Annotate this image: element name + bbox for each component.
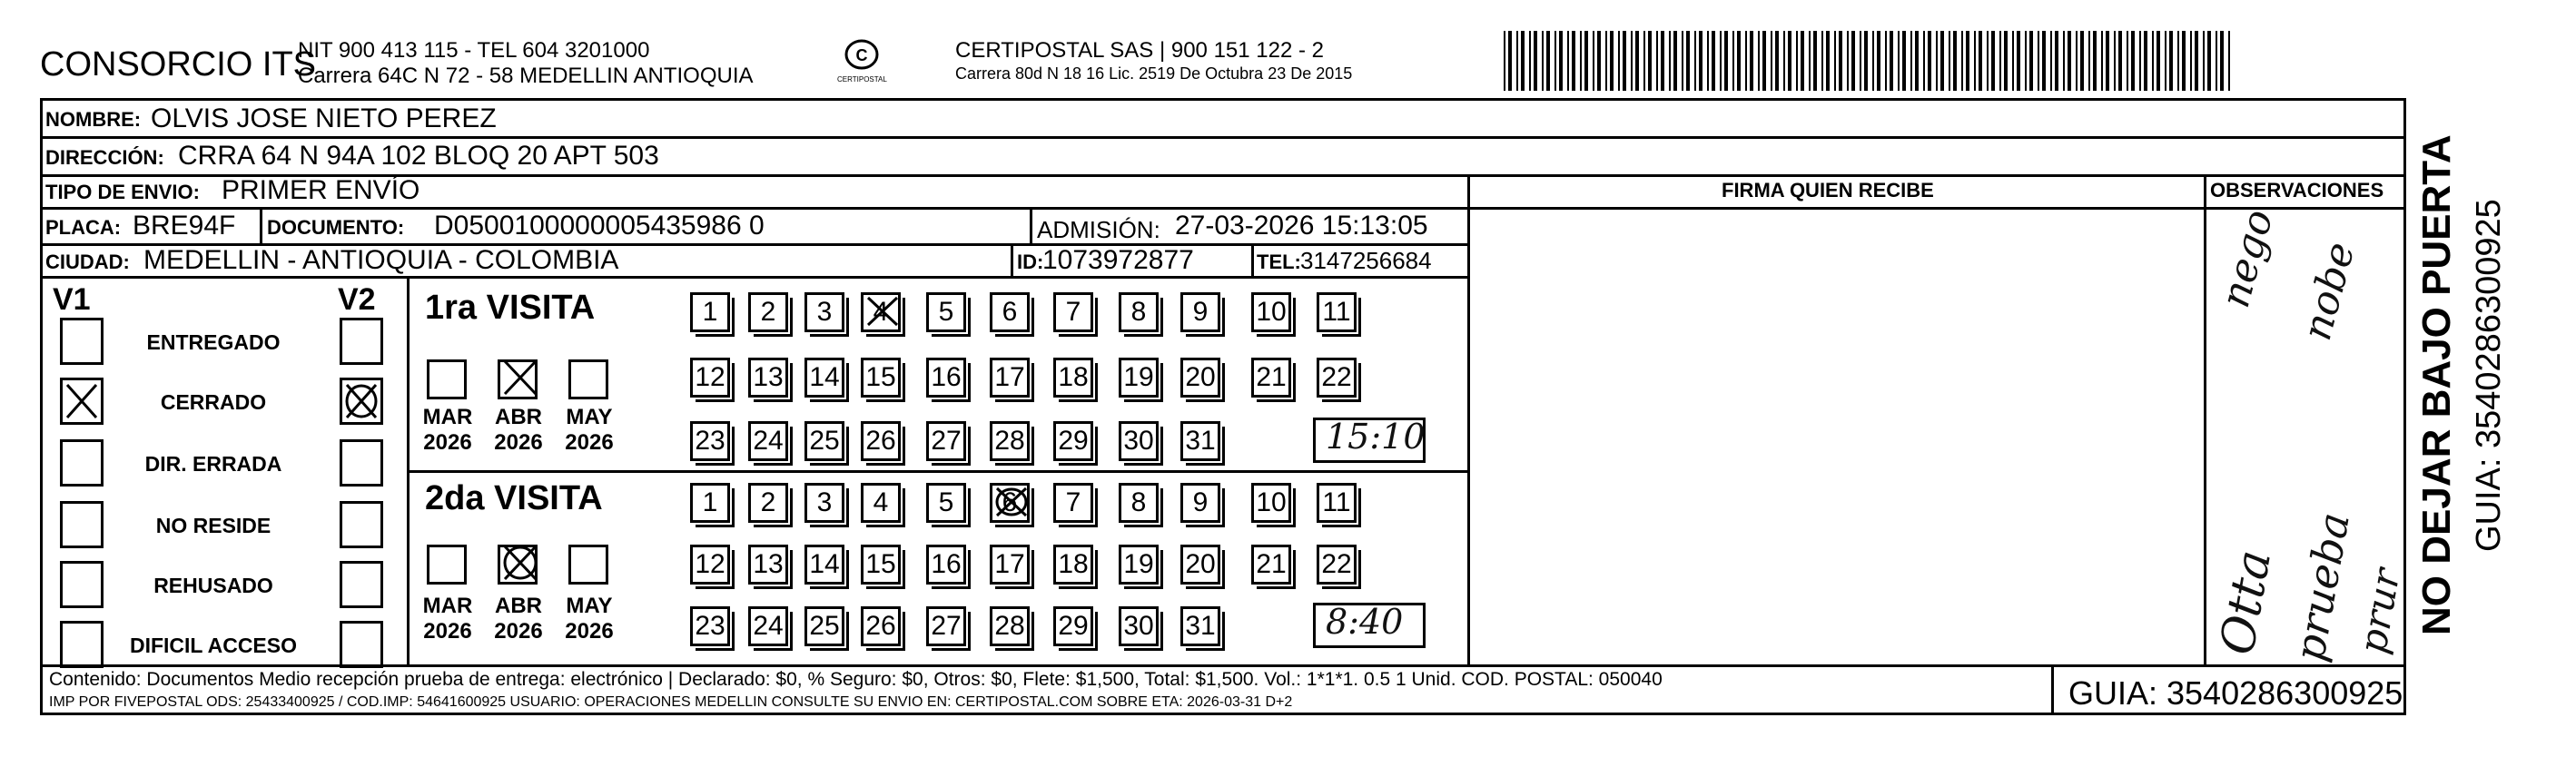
- day-box[interactable]: 1: [690, 292, 730, 332]
- company-name: CONSORCIO ITS: [40, 45, 317, 84]
- admision-value: 27-03-2026 15:13:05: [1175, 211, 1428, 241]
- day-box[interactable]: 7: [1053, 292, 1093, 332]
- placa-label: PLACA:: [45, 216, 122, 239]
- month-label: ABR: [495, 594, 542, 618]
- obs-hand-1: nego: [2212, 204, 2283, 313]
- certipostal-logo: [837, 36, 887, 87]
- v1-label: V1: [53, 282, 91, 317]
- day-box[interactable]: 18: [1053, 545, 1093, 585]
- id-label: ID:: [1017, 251, 1044, 273]
- obs-hand-2: nobe: [2294, 237, 2364, 346]
- tel-value: 3147256684: [1300, 247, 1432, 274]
- day-box[interactable]: 28: [990, 421, 1030, 461]
- placa-value: BRE94F: [133, 211, 236, 241]
- day-box[interactable]: 26: [861, 606, 901, 646]
- year-label: 2026: [494, 619, 543, 644]
- day-box[interactable]: 12: [690, 358, 730, 398]
- day-box[interactable]: 27: [926, 421, 966, 461]
- v2-checkbox[interactable]: [340, 439, 383, 487]
- day-box[interactable]: 6: [990, 483, 1030, 523]
- second-time-value: 8:40: [1326, 602, 1404, 642]
- day-box[interactable]: 24: [748, 606, 788, 646]
- month-label: MAR: [422, 405, 473, 429]
- v2-checkbox[interactable]: [340, 561, 383, 608]
- year-label: 2026: [565, 430, 614, 455]
- day-box[interactable]: 22: [1317, 545, 1357, 585]
- second-day-mark: [993, 485, 1030, 519]
- day-box[interactable]: 17: [990, 545, 1030, 585]
- side-warning: NO DEJAR BAJO PUERTA: [2414, 134, 2459, 635]
- v1-checkbox[interactable]: [60, 561, 104, 608]
- day-box[interactable]: 24: [748, 421, 788, 461]
- day-box[interactable]: 13: [748, 358, 788, 398]
- day-box[interactable]: 18: [1053, 358, 1093, 398]
- day-box[interactable]: 31: [1180, 606, 1220, 646]
- month-checkbox[interactable]: [568, 545, 608, 585]
- day-box[interactable]: 1: [690, 483, 730, 523]
- second-visit-title: 2da VISITA: [425, 479, 603, 517]
- year-label: 2026: [494, 430, 543, 455]
- day-box[interactable]: 21: [1251, 545, 1291, 585]
- year-label: 2026: [423, 619, 472, 644]
- day-box[interactable]: 9: [1180, 292, 1220, 332]
- nombre-value: OLVIS JOSE NIETO PEREZ: [151, 103, 497, 133]
- day-box[interactable]: 20: [1180, 358, 1220, 398]
- day-box[interactable]: 15: [861, 358, 901, 398]
- obs-hand-5: prur: [2350, 565, 2409, 657]
- first-visit-title: 1ra VISITA: [425, 289, 596, 327]
- day-box[interactable]: 27: [926, 606, 966, 646]
- obs-hand-4: prueba: [2285, 508, 2359, 665]
- second-month-mark: [501, 543, 539, 583]
- day-box[interactable]: 23: [690, 421, 730, 461]
- footer-contenido: Contenido: Documentos Medio recepción prueba de entrega: electrónico | Declarado: $0, % Seguro: $0, Otros: $0, Flete: $1,500, Total: $1,500. Vol.: 1*1*1. 0.5 1 Unid. COD. POSTAL: 050040: [49, 669, 1663, 690]
- day-box[interactable]: 4: [861, 292, 901, 332]
- v1-checkbox[interactable]: [60, 318, 104, 365]
- barcode: [1504, 31, 2230, 91]
- year-label: 2026: [565, 619, 614, 644]
- day-box[interactable]: 4: [861, 483, 901, 523]
- svg-text:C: C: [855, 46, 868, 64]
- v2-checkbox[interactable]: [340, 318, 383, 365]
- certipostal-line: CERTIPOSTAL SAS | 900 151 122 - 2: [955, 38, 1324, 63]
- status-label: NO RESIDE: [155, 514, 271, 537]
- day-box[interactable]: 25: [804, 606, 844, 646]
- id-value: 1073972877: [1042, 245, 1194, 275]
- obs-hand-3: Otta: [2210, 546, 2283, 659]
- tipo-envio-value: PRIMER ENVÍO: [222, 175, 420, 205]
- status-label: CERRADO: [160, 390, 267, 414]
- side-guia: GUIA: 3540286300925: [2470, 199, 2508, 552]
- day-box[interactable]: 20: [1180, 545, 1220, 585]
- day-box[interactable]: 13: [748, 545, 788, 585]
- month-label: MAY: [566, 405, 613, 429]
- day-box[interactable]: 29: [1053, 421, 1093, 461]
- day-box[interactable]: 16: [926, 358, 966, 398]
- day-box[interactable]: 22: [1317, 358, 1357, 398]
- day-box[interactable]: 14: [804, 545, 844, 585]
- day-box[interactable]: 23: [690, 606, 730, 646]
- month-label: ABR: [495, 405, 542, 429]
- documento-label: DOCUMENTO:: [267, 216, 405, 239]
- day-box[interactable]: 17: [990, 358, 1030, 398]
- v2-checkbox[interactable]: [340, 501, 383, 548]
- day-box[interactable]: 21: [1251, 358, 1291, 398]
- address-line: Carrera 64C N 72 - 58 MEDELLIN ANTIOQUIA: [298, 64, 754, 88]
- direccion-label: DIRECCIÓN:: [45, 146, 164, 169]
- day-box[interactable]: 5: [926, 292, 966, 332]
- day-box[interactable]: 11: [1317, 483, 1357, 523]
- day-box[interactable]: 5: [926, 483, 966, 523]
- certipostal-address: Carrera 80d N 18 16 Lic. 2519 De Octubra 23 De 2015: [955, 64, 1353, 83]
- day-box[interactable]: 15: [861, 545, 901, 585]
- month-label: MAY: [566, 594, 613, 618]
- month-label: MAR: [422, 594, 473, 618]
- v2-checkbox[interactable]: [340, 621, 383, 668]
- day-box[interactable]: 28: [990, 606, 1030, 646]
- status-label: ENTREGADO: [146, 330, 281, 354]
- footer-imp: IMP POR FIVEPOSTAL ODS: 25433400925 / COD.IMP: 54641600925 USUARIO: OPERACIONES MEDELLIN CONSULTE SU ENVIO EN: CERTIPOSTAL.COM SOBRE ETA: 2026-03-31 D+2: [49, 694, 1293, 710]
- day-box[interactable]: 30: [1119, 421, 1159, 461]
- direccion-value: CRRA 64 N 94A 102 BLOQ 20 APT 503: [178, 141, 659, 171]
- day-box[interactable]: 9: [1180, 483, 1220, 523]
- day-box[interactable]: 12: [690, 545, 730, 585]
- day-box[interactable]: 3: [804, 292, 844, 332]
- v1-checkbox[interactable]: [60, 621, 104, 668]
- day-box[interactable]: 19: [1119, 358, 1159, 398]
- day-box[interactable]: 7: [1053, 483, 1093, 523]
- tipo-envio-label: TIPO DE ENVIO:: [45, 181, 200, 203]
- day-box[interactable]: 26: [861, 421, 901, 461]
- day-box[interactable]: 2: [748, 292, 788, 332]
- day-box[interactable]: 14: [804, 358, 844, 398]
- year-label: 2026: [423, 430, 472, 455]
- first-day-mark: [864, 294, 901, 329]
- v1-check-mark: [64, 381, 100, 421]
- ciudad-value: MEDELLIN - ANTIOQUIA - COLOMBIA: [143, 245, 619, 275]
- day-box[interactable]: 10: [1251, 292, 1291, 332]
- nit-line: NIT 900 413 115 - TEL 604 3201000: [298, 38, 650, 63]
- footer-guia: GUIA: 3540286300925: [2068, 674, 2403, 712]
- day-box[interactable]: 29: [1053, 606, 1093, 646]
- day-box[interactable]: 8: [1119, 483, 1159, 523]
- v1-checkbox[interactable]: [60, 501, 104, 548]
- tel-label: TEL:: [1257, 251, 1301, 273]
- status-label: DIR. ERRADA: [144, 452, 282, 476]
- day-box[interactable]: 10: [1251, 483, 1291, 523]
- day-box[interactable]: 31: [1180, 421, 1220, 461]
- observaciones-label: OBSERVACIONES: [2210, 179, 2384, 202]
- documento-value: D0500100000005435986 0: [434, 211, 765, 241]
- month-checkbox[interactable]: [427, 545, 467, 585]
- status-label: REHUSADO: [153, 574, 273, 597]
- day-box[interactable]: 19: [1119, 545, 1159, 585]
- day-box[interactable]: 2: [748, 483, 788, 523]
- day-box[interactable]: 25: [804, 421, 844, 461]
- day-box[interactable]: 6: [990, 292, 1030, 332]
- status-label: DIFICIL ACCESO: [129, 634, 297, 657]
- first-month-mark: [501, 358, 539, 398]
- month-checkbox[interactable]: [427, 359, 467, 399]
- day-box[interactable]: 11: [1317, 292, 1357, 332]
- firma-label: FIRMA QUIEN RECIBE: [1722, 179, 1934, 202]
- v2-label: V2: [338, 282, 376, 317]
- v1-checkbox[interactable]: [60, 439, 104, 487]
- first-time-value: 15:10: [1326, 417, 1426, 457]
- nombre-label: NOMBRE:: [45, 108, 142, 131]
- logo-text: CERTIPOSTAL: [837, 75, 887, 84]
- ciudad-label: CIUDAD:: [45, 251, 130, 273]
- day-box[interactable]: 3: [804, 483, 844, 523]
- v2-check-mark: [343, 381, 380, 421]
- admision-label: ADMISIÓN:: [1037, 216, 1160, 243]
- day-box[interactable]: 30: [1119, 606, 1159, 646]
- month-checkbox[interactable]: [568, 359, 608, 399]
- day-box[interactable]: 16: [926, 545, 966, 585]
- day-box[interactable]: 8: [1119, 292, 1159, 332]
